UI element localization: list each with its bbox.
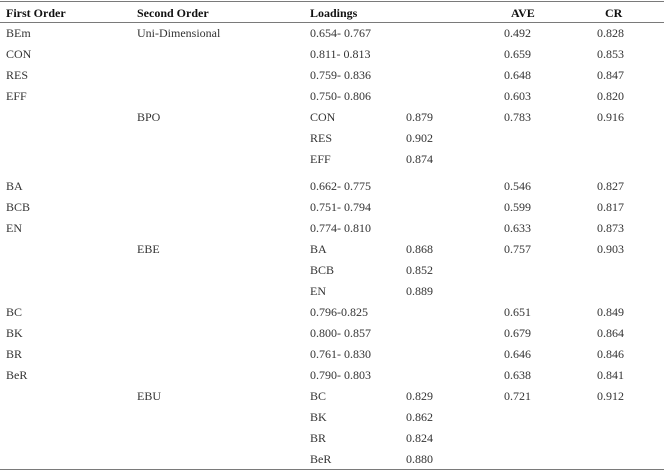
cell-loadings: EFF — [310, 152, 331, 166]
table-row — [0, 281, 664, 301]
cell-loading-value: 0.880 — [406, 452, 433, 466]
cell-second-order: EBU — [137, 389, 161, 403]
cell-loadings: 0.759- 0.836 — [310, 68, 371, 82]
cell-loadings: 0.761- 0.830 — [310, 347, 371, 361]
cell-loadings: 0.751- 0.794 — [310, 200, 371, 214]
table-row — [0, 176, 664, 196]
cell-cr: 0.873 — [597, 221, 624, 235]
cell-cr: 0.846 — [597, 347, 624, 361]
table-row — [0, 218, 664, 238]
cell-loadings: BA — [310, 242, 327, 256]
table-row — [0, 107, 664, 127]
table-bottom-rule — [0, 469, 664, 470]
cell-ave: 0.659 — [504, 47, 531, 61]
cell-loading-value: 0.824 — [406, 431, 433, 445]
table-row — [0, 449, 664, 469]
table-row — [0, 428, 664, 448]
cell-loadings: 0.750- 0.806 — [310, 89, 371, 103]
cell-first-order: BC — [6, 305, 23, 319]
cell-cr: 0.847 — [597, 68, 624, 82]
cell-cr: 0.828 — [597, 26, 624, 40]
cell-loading-value: 0.879 — [406, 110, 433, 124]
cell-loading-value: 0.852 — [406, 263, 433, 277]
cell-loadings: BC — [310, 389, 327, 403]
cell-loadings: 0.774- 0.810 — [310, 221, 371, 235]
cell-ave: 0.599 — [504, 200, 531, 214]
cell-ave: 0.603 — [504, 89, 531, 103]
table-row — [0, 344, 664, 364]
table-row — [0, 407, 664, 427]
cell-ave: 0.492 — [504, 26, 531, 40]
table-row — [0, 260, 664, 280]
table-row — [0, 302, 664, 322]
cell-cr: 0.849 — [597, 305, 624, 319]
cell-loadings: 0.790- 0.803 — [310, 368, 371, 382]
cell-first-order: BeR — [6, 368, 28, 382]
cell-first-order: CON — [6, 47, 32, 61]
cell-first-order: BA — [6, 179, 23, 193]
table-row — [0, 197, 664, 217]
cell-first-order: BEm — [6, 26, 31, 40]
cell-ave: 0.679 — [504, 326, 531, 340]
cell-second-order: BPO — [137, 110, 161, 124]
cell-loadings: RES — [310, 131, 333, 145]
table-row — [0, 386, 664, 406]
cell-loading-value: 0.902 — [406, 131, 433, 145]
table-row — [0, 128, 664, 148]
table-row — [0, 65, 664, 85]
cell-first-order: BR — [6, 347, 23, 361]
cell-loading-value: 0.889 — [406, 284, 433, 298]
table-row — [0, 86, 664, 106]
cell-loading-value: 0.868 — [406, 242, 433, 256]
cell-loading-value: 0.874 — [406, 152, 433, 166]
cell-cr: 0.916 — [597, 110, 624, 124]
cell-first-order: BCB — [6, 200, 31, 214]
cell-cr: 0.827 — [597, 179, 624, 193]
table-row — [0, 149, 664, 169]
cell-ave: 0.546 — [504, 179, 531, 193]
cell-loadings: 0.662- 0.775 — [310, 179, 371, 193]
cell-ave: 0.633 — [504, 221, 531, 235]
cell-loadings: 0.796-0.825 — [310, 305, 368, 319]
cell-ave: 0.646 — [504, 347, 531, 361]
cell-loadings: CON — [310, 110, 336, 124]
cell-loadings: BeR — [310, 452, 332, 466]
header-loadings: Loadings — [310, 6, 358, 20]
cell-cr: 0.817 — [597, 200, 624, 214]
cell-cr: 0.820 — [597, 89, 624, 103]
cell-second-order: Uni-Dimensional — [137, 26, 221, 40]
cell-loadings: BK — [310, 410, 327, 424]
cell-loadings: BCB — [310, 263, 335, 277]
cell-loadings: 0.811- 0.813 — [310, 47, 371, 61]
cell-ave: 0.651 — [504, 305, 531, 319]
cell-loadings: 0.800- 0.857 — [310, 326, 371, 340]
cell-first-order: EN — [6, 221, 22, 235]
cell-first-order: BK — [6, 326, 23, 340]
header-second-order: Second Order — [137, 6, 209, 20]
cell-ave: 0.648 — [504, 68, 531, 82]
table-row — [0, 365, 664, 385]
table-top-rule — [0, 1, 664, 2]
cell-cr: 0.912 — [597, 389, 624, 403]
cell-cr: 0.841 — [597, 368, 624, 382]
cell-cr: 0.864 — [597, 326, 624, 340]
cell-loadings: 0.654- 0.767 — [310, 26, 371, 40]
cell-second-order: EBE — [137, 242, 160, 256]
header-cr: CR — [605, 6, 623, 20]
cell-cr: 0.853 — [597, 47, 624, 61]
cell-loadings: BR — [310, 431, 327, 445]
cell-loadings: EN — [310, 284, 326, 298]
cell-ave: 0.638 — [504, 368, 531, 382]
header-ave: AVE — [511, 6, 535, 20]
table-row — [0, 23, 664, 43]
cell-loading-value: 0.862 — [406, 410, 433, 424]
cell-ave: 0.783 — [504, 110, 531, 124]
table-header-row — [0, 3, 664, 23]
cell-ave: 0.757 — [504, 242, 531, 256]
header-first-order: First Order — [6, 6, 66, 20]
table-row — [0, 239, 664, 259]
cell-loading-value: 0.829 — [406, 389, 433, 403]
table-row — [0, 323, 664, 343]
cell-first-order: EFF — [6, 89, 27, 103]
cell-ave: 0.721 — [504, 389, 531, 403]
table-row — [0, 44, 664, 64]
cell-cr: 0.903 — [597, 242, 624, 256]
cell-first-order: RES — [6, 68, 29, 82]
